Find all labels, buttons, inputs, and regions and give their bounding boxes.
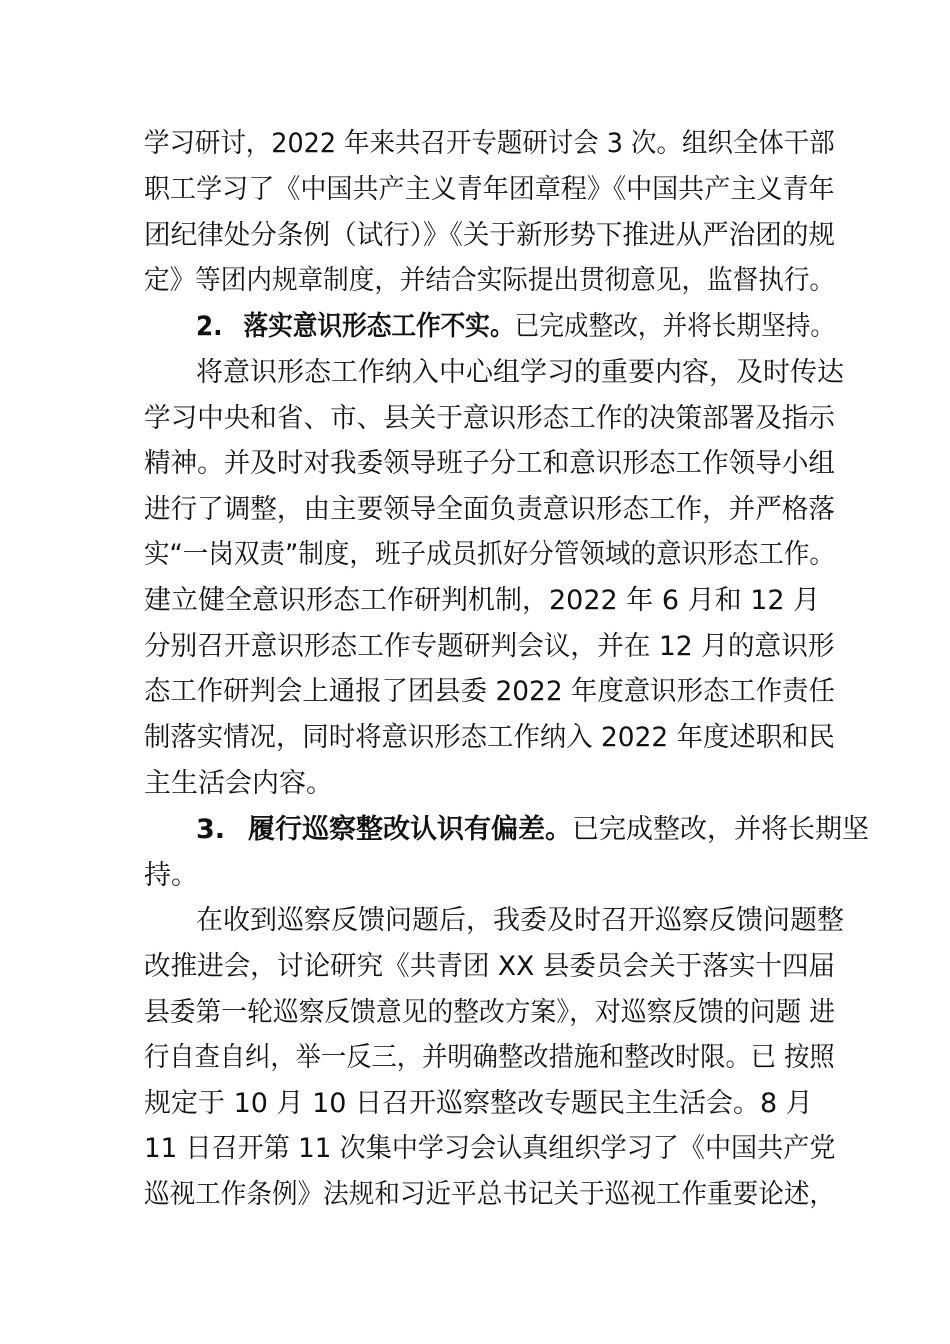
section-number: 3.	[196, 814, 226, 845]
paragraph-line: 实“一岗双责”制度，班子成员抓好分管领域的意识形态工作。	[144, 539, 836, 570]
paragraph-line: 主生活会内容。	[144, 768, 333, 799]
paragraph-line: 定》等团内规章制度，并结合实际提出贯彻意见，监督执行。	[144, 265, 836, 296]
paragraph-line: 在收到巡察反馈问题后，我委及时召开巡察反馈问题整	[196, 905, 844, 936]
paragraph-line: 职工学习了《中国共产主义青年团章程》《中国共产主义青年	[144, 174, 835, 205]
paragraph-line: 精神。并及时对我委领导班子分工和意识形态工作领导小组	[144, 448, 835, 479]
paragraph-line: 学习中央和省、市、县关于意识形态工作的决策部署及指示	[144, 403, 835, 434]
section-3-heading	[196, 808, 869, 852]
section-number: 2.	[196, 311, 223, 342]
section-2-heading	[196, 305, 835, 349]
paragraph-line: 进行了调整，由主要领导全面负责意识形态工作，并严格落	[144, 494, 835, 525]
paragraph-line: 学习研讨，2022 年来共召开专题研讨会 3 次。组织全体干部	[144, 128, 835, 159]
paragraph-line: 态工作研判会上通报了团县委 2022 年度意识形态工作责任	[144, 676, 835, 707]
paragraph-line: 建立健全意识形态工作研判机制，2022 年 6 月和 12 月	[144, 585, 821, 616]
paragraph-line: 巡视工作条例》法规和习近平总书记关于巡视工作重要论述，	[144, 1179, 836, 1210]
section-status: 已完成整改，并将长期坚	[572, 814, 869, 845]
section-status-continued: 持。	[144, 860, 198, 891]
section-title: 落实意识形态工作不实。	[243, 311, 515, 342]
section-title: 履行巡察整改认识有偏差。	[248, 814, 572, 845]
section-status: 已完成整改，并将长期坚持。	[514, 311, 836, 342]
paragraph-line: 改推进会，讨论研究《共青团 XX 县委员会关于落实十四届	[144, 951, 836, 982]
paragraph-line: 规定于 10 月 10 日召开巡察整改专题民主生活会。8 月	[144, 1088, 813, 1119]
paragraph-line: 分别召开意识形态工作专题研判会议，并在 12 月的意识形	[144, 631, 835, 662]
paragraph-line: 将意识形态工作纳入中心组学习的重要内容，及时传达	[196, 357, 844, 388]
paragraph-line: 制落实情况，同时将意识形态工作纳入 2022 年度述职和民	[144, 722, 835, 753]
paragraph-line: 县委第一轮巡察反馈意见的整改方案》，对巡察反馈的问题 进	[144, 997, 836, 1028]
paragraph-line: 11 日召开第 11 次集中学习会认真组织学习了《中国共产党	[144, 1133, 836, 1164]
paragraph-line: 团纪律处分条例（试行）》《关于新形势下推进从严治团的规	[144, 220, 835, 251]
paragraph-line: 行自查自纠，举一反三，并明确整改措施和整改时限。已 按照	[144, 1042, 835, 1073]
